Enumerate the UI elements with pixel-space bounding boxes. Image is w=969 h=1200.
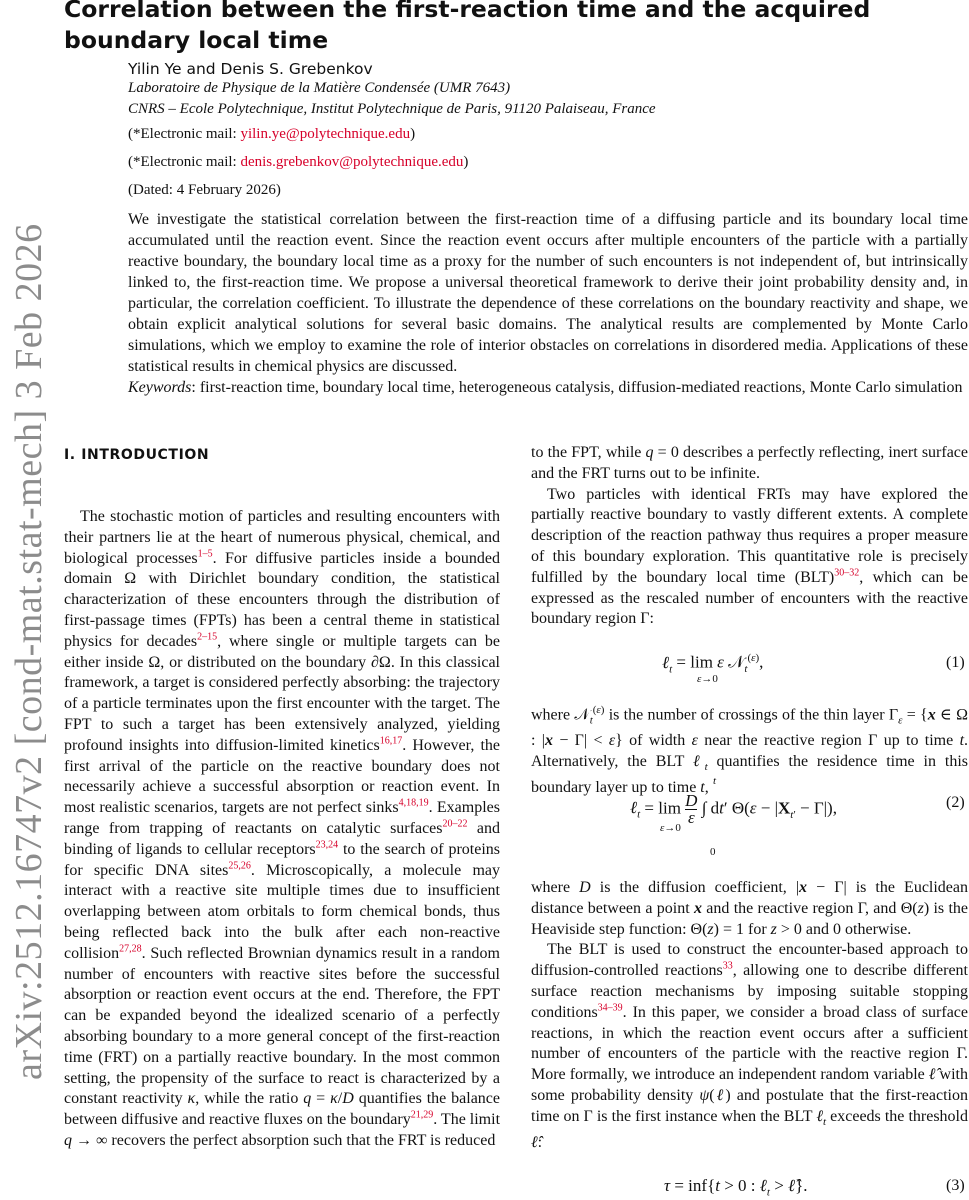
affiliation-2: CNRS – Ecole Polytechnique, Institut Polytechnique de Paris, 91120 Palaiseau, France: [128, 101, 656, 117]
keywords-label: Keywords: [128, 379, 192, 396]
email-prefix: (*Electronic mail:: [128, 154, 241, 170]
email-link-ye[interactable]: yilin.ye@polytechnique.edu: [240, 126, 411, 142]
equation-2: ℓ$_t$ = $\lim \frac{D}{\varepsilon}$ ∫ dt′ $\Theta(\varepsilon - |X_{t'} - \Gamma|)$,: [630, 791, 837, 827]
abstract-text: We investigate the statistical correlation between the first-reaction time of a diffusing particle and its boundary local time accumulated until the reaction event. Since the reaction event occurs after multiple encounters of the particle with a partially reactive boundary, the boundary local time as a proxy for the number of such encounters is not independent of, but intrinsically linked to, the first-reaction time. We propose a universal theoretical framework to derive their joint probability density and, in particular, the correlation coefficient. To illustrate the dependence of these correlations on the boundary reactivity and shape, we obtain explicit analytical solutions for several basic domains. The analytical results are complemented by Monte Carlo simulations, which we employ to examine the role of interior obstacles on correlations in disordered media. Applications of these statistical results in chemical physics are discussed.: [128, 211, 968, 375]
email-suffix: ): [410, 126, 416, 142]
right-column-3: [531, 878, 968, 1154]
intro-paragraph: The stochastic motion of particles and resulting encounters with their partners lie at the heart of numerous physical, chemical, and biological processes$^{1-5}$. For diffusive particles inside a bounded domain Ω with Dirichlet boundary condition, the statistical characterization of these encounters through the distribution of first-passage times (FPTs) has been a central theme in statistical physics for decades$^{2-15}$, where single or multiple targets can be either inside Ω, or distributed on the boundary ∂Ω. In this classical framework, a target is considered perfectly absorbing: the trajectory of a particle terminates upon the first encounter with the target. The FPT to such a target has been extensively analyzed, yielding profound insights into diffusion-limited kinetics$^{16,17}$. However, the first arrival of the particle on the reactive boundary does not necessarily achieve a successful absorption or reaction event. In most realistic scenarios, targets are not perfect sinks$^{4,18,19}$. Examples range from trapping of reactants on catalytic surfaces$^{20-22}$ and binding of ligands to cellular receptors$^{23,24}$ to the search of proteins for specific DNA sites$^{25,26}$. Microscopically, a molecule may interact with a reactive site multiple times due to insufficient overlapping between atom orbitals to form chemical bonds, thus being reflected back into the bulk after each non-reactive collision$^{27,28}$. Such reflected Brownian dynamics result in a random number of encounters with reactive sites before the successful absorption or reaction event occurs at the end. Therefore, the FPT can be expanded beyond the idealized scenario of a perfectly absorbing boundary to a more general concept of the first-reaction time (FRT) on a partially reactive boundary. In the most common setting, the propensity of the surface to react is characterized by a constant reactivity κ, while the ratio q = κ/D quantifies the balance between diffusive and reactive fluxes on the boundary$^{21,29}$. The limit q → ∞ recovers the perfect absorption such that the FRT is reduced: [64, 508, 501, 1149]
paragraph-where-n: where 𝒩$_t^{(\varepsilon)}$ is the number of crossings of the thin layer $\Gamma_\varepsilon = \{x$ ∈ Ω : |x − Γ| < ε} of width ε near the reactive region Γ up to time t. Alternatively, the BLT ℓ$_t$ quantifies the residence time in this boundary layer up to time t,: [531, 704, 969, 797]
equation-1: ℓ$_t$ = lim ε 𝒩$_t^{(\varepsilon)}$,: [662, 652, 764, 676]
equation-number-2: (2): [946, 794, 965, 811]
right-column-2: [531, 700, 968, 799]
authors: Yilin Ye and Denis S. Grebenkov: [128, 60, 373, 78]
integral-upper: t: [713, 775, 717, 787]
integral-lower: 0: [710, 846, 716, 858]
right-column: [531, 443, 968, 630]
paper-title: Correlation between the first-reaction time and the acquired boundary local time: [64, 0, 871, 54]
abstract: [128, 209, 968, 398]
limit-subscript-2: ε→0: [660, 822, 681, 834]
email-suffix: ): [463, 154, 469, 170]
limit-subscript: ε→0: [697, 673, 718, 685]
equation-3: τ = inf{t > 0 : ℓ$_t$ > ℓ̂}.: [664, 1176, 808, 1199]
left-column: [64, 507, 500, 1152]
keywords: : first-reaction time, boundary local time, heterogeneous catalysis, diffusion-mediated reactions, Monte Carlo simulation: [191, 379, 963, 396]
paragraph-encounter: The BLT is used to construct the encounter-based approach to diffusion-controlled reactions$^{33}$, allowing one to describe different surface reaction mechanisms by imposing suitable stopping conditions$^{34-39}$. In this paper, we consider a broad class of surface reactions, in which the reaction event occurs after a sufficient number of encounters of the particle with the reactive region Γ. More formally, we introduce an independent random variable ℓ̂ with some probability density ψ(ℓ) and postulate that the first-reaction time on Γ is the first instance when the BLT ℓ$_t$ exceeds the threshold ℓ̂:: [531, 941, 969, 1151]
equation-number-1: (1): [946, 654, 965, 671]
paragraph-blt: Two particles with identical FRTs may have explored the partially reactive boundary to vastly different extents. A complete description of the reaction pathway thus requires a proper measure of this boundary exploration. This quantitative role is precisely fulfilled by the boundary local time (BLT)$^{30-32}$, which can be expressed as the rescaled number of encounters with the reactive boundary region Γ:: [531, 485, 969, 628]
affiliation-1: Laboratoire de Physique de la Matière Condensée (UMR 7643): [128, 80, 511, 96]
email-link-grebenkov[interactable]: denis.grebenkov@polytechnique.edu: [240, 154, 464, 170]
dated: (Dated: 4 February 2026): [128, 182, 281, 198]
equation-number-3: (3): [946, 1177, 965, 1194]
paragraph-continued: to the FPT, while q = 0 describes a perfectly reflecting, inert surface and the FRT turns out to be infinite.: [531, 444, 969, 482]
arxiv-stamp: arXiv:2512.16747v2 [cond-mat.stat-mech] 3 Feb 2026: [8, 223, 50, 1080]
paragraph-where-d: where D is the diffusion coefficient, |x − Γ| is the Euclidean distance between a point x and the reactive region Γ, and Θ(z) is the Heaviside step function: Θ(z) = 1 for z > 0 and 0 otherwise.: [531, 879, 969, 938]
email-line-2: [128, 154, 468, 171]
email-prefix: (*Electronic mail:: [128, 126, 241, 142]
email-line-1: [128, 126, 415, 143]
section-heading: I. INTRODUCTION: [64, 447, 210, 463]
